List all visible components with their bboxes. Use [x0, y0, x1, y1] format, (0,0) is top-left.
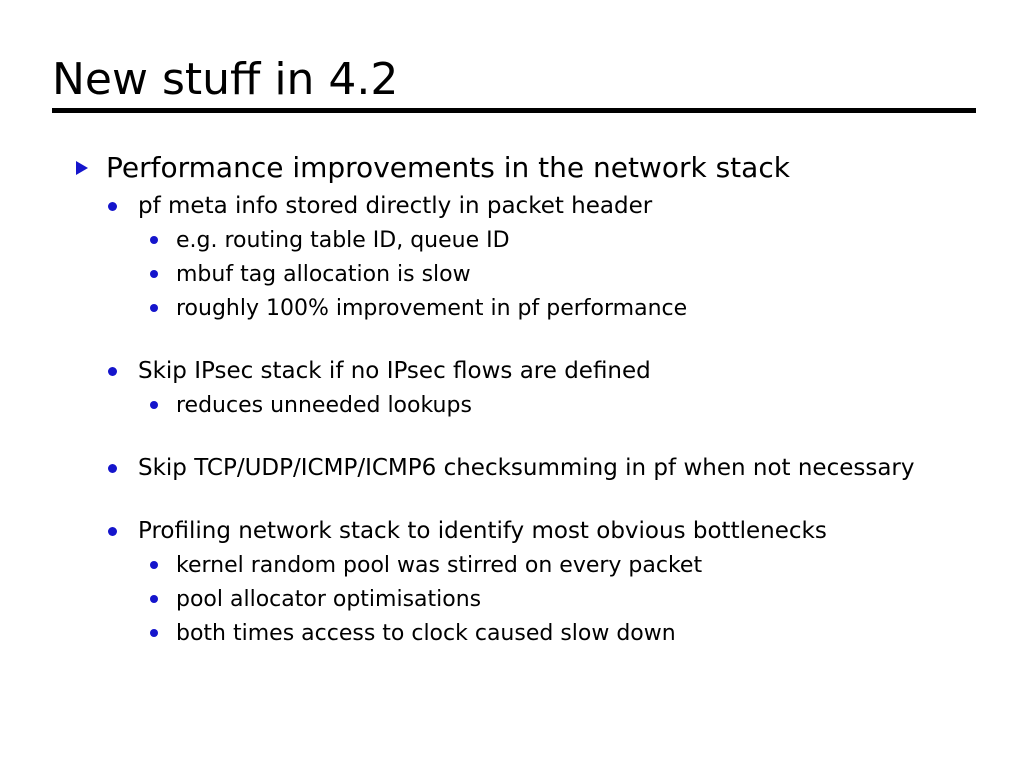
list-item — [60, 190, 990, 223]
dot-bullet-icon — [150, 270, 158, 278]
list-item-label: Skip IPsec stack if no IPsec flows are defined — [138, 358, 651, 384]
list-item — [60, 148, 990, 188]
list-item-label: kernel random pool was stirred on every packet — [176, 553, 703, 578]
dot-bullet-icon — [108, 367, 117, 376]
dot-bullet-icon — [108, 464, 117, 473]
dot-bullet-icon — [150, 236, 158, 244]
dot-bullet-icon — [150, 561, 158, 569]
list-item — [60, 292, 990, 325]
list-item — [60, 389, 990, 422]
slide-body — [60, 140, 990, 650]
list-item-label: roughly 100% improvement in pf performance — [176, 296, 688, 321]
list-item-label: e.g. routing table ID, queue ID — [176, 228, 510, 253]
list-item — [60, 549, 990, 582]
title-divider — [52, 108, 976, 113]
dot-bullet-icon — [150, 401, 158, 409]
list-item-label: both times access to clock caused slow down — [176, 621, 676, 646]
list-item-label: mbuf tag allocation is slow — [176, 262, 471, 287]
list-item-label: Skip TCP/UDP/ICMP/ICMP6 checksumming in pf when not necessary — [138, 455, 915, 481]
list-item — [60, 355, 990, 388]
list-item-label: Profiling network stack to identify most obvious bottlenecks — [138, 518, 827, 544]
dot-bullet-icon — [108, 527, 117, 536]
dot-bullet-icon — [150, 595, 158, 603]
triangle-bullet-icon — [76, 161, 88, 175]
list-item — [60, 583, 990, 616]
list-item-label: pf meta info stored directly in packet header — [138, 193, 653, 219]
dot-bullet-icon — [150, 629, 158, 637]
page-title: New stuff in 4.2 — [52, 54, 399, 105]
list-item — [60, 258, 990, 291]
dot-bullet-icon — [108, 202, 117, 211]
list-item — [60, 224, 990, 257]
list-item-label: Performance improvements in the network stack — [106, 151, 790, 184]
list-item — [60, 452, 990, 485]
dot-bullet-icon — [150, 304, 158, 312]
list-item — [60, 515, 990, 548]
list-item-label: reduces unneeded lookups — [176, 393, 472, 418]
list-item-label: pool allocator optimisations — [176, 587, 482, 612]
list-item — [60, 617, 990, 650]
